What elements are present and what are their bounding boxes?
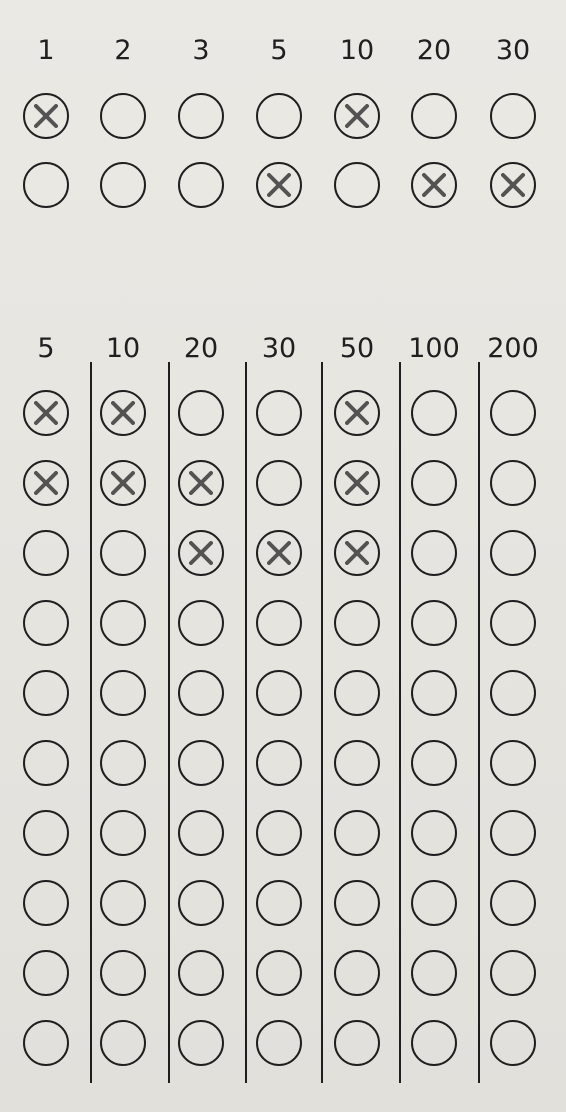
bottom-bubble-r1-20[interactable] [179,391,223,435]
bottom-bubble-r2-30[interactable] [257,461,301,505]
bottom-bubble-r1-200[interactable] [491,391,535,435]
x-mark-icon [347,403,367,423]
top-bubble-r2-1[interactable] [24,163,68,207]
bottom-bubble-r2-5[interactable] [24,461,68,505]
bottom-bubble-r4-100[interactable] [412,601,456,645]
bottom-bubble-r10-50[interactable] [335,1021,379,1065]
x-mark-icon [113,473,133,493]
bubble-circle [101,741,145,785]
x-mark-icon [191,473,211,493]
bottom-bubble-r3-200[interactable] [491,531,535,575]
x-mark-icon [347,106,367,126]
bubble-circle [335,951,379,995]
top-bubble-r1-5[interactable] [257,94,301,138]
bottom-bubble-r9-10[interactable] [101,951,145,995]
top-bubble-grid [24,94,535,207]
bottom-bubble-r6-100[interactable] [412,741,456,785]
bottom-bubble-r7-5[interactable] [24,811,68,855]
bubble-circle [335,163,379,207]
bottom-bubble-r6-5[interactable] [24,741,68,785]
bottom-bubble-r4-50[interactable] [335,601,379,645]
bottom-bubble-r2-20[interactable] [179,461,223,505]
bubble-circle [179,601,223,645]
bottom-bubble-r4-200[interactable] [491,601,535,645]
top-bubble-r2-3[interactable] [179,163,223,207]
top-bubble-r1-1[interactable] [24,94,68,138]
bottom-header-20: 20 [183,333,219,364]
bubble-circle [412,1021,456,1065]
bubble-circle [179,1021,223,1065]
bottom-bubble-r5-5[interactable] [24,671,68,715]
bottom-header-50: 50 [339,333,375,364]
bubble-circle [101,671,145,715]
bottom-bubble-r2-50[interactable] [335,461,379,505]
bubble-circle [412,601,456,645]
bottom-bubble-r5-20[interactable] [179,671,223,715]
bubble-circle [179,391,223,435]
bubble-circle [491,951,535,995]
bottom-bubble-r10-20[interactable] [179,1021,223,1065]
bubble-circle [179,811,223,855]
bottom-bubble-r10-10[interactable] [101,1021,145,1065]
bubble-circle [179,671,223,715]
bubble-circle [24,601,68,645]
x-mark-icon [269,175,289,195]
bubble-circle [335,741,379,785]
bottom-bubble-r9-5[interactable] [24,951,68,995]
bottom-bubble-r1-10[interactable] [101,391,145,435]
bubble-circle [101,881,145,925]
bubble-circle [257,741,301,785]
top-bubble-r2-10[interactable] [335,163,379,207]
bubble-circle [101,951,145,995]
bottom-bubble-r1-5[interactable] [24,391,68,435]
x-mark-icon [36,106,56,126]
bottom-header-10: 10 [105,333,141,364]
bubble-circle [101,531,145,575]
bottom-bubble-r6-50[interactable] [335,741,379,785]
bubble-circle [412,94,456,138]
bottom-header-200: 200 [487,333,539,364]
x-mark-icon [424,175,444,195]
bubble-circle [412,461,456,505]
bottom-bubble-r1-50[interactable] [335,391,379,435]
bottom-header-100: 100 [408,333,460,364]
bubble-circle [491,881,535,925]
bottom-bubble-r5-10[interactable] [101,671,145,715]
top-header-5: 5 [270,35,288,66]
bottom-bubble-r9-100[interactable] [412,951,456,995]
top-header-10: 10 [339,35,375,66]
bottom-bubble-r7-200[interactable] [491,811,535,855]
x-mark-icon [36,473,56,493]
top-bubble-r2-5[interactable] [257,163,301,207]
bottom-bubble-r3-100[interactable] [412,531,456,575]
top-bubble-r1-20[interactable] [412,94,456,138]
bottom-bubble-r10-100[interactable] [412,1021,456,1065]
x-mark-icon [347,473,367,493]
top-header-row [37,35,530,66]
bubble-circle [257,881,301,925]
bubble-circle [24,811,68,855]
bubble-circle [24,671,68,715]
bubble-circle [179,881,223,925]
bubble-circle [335,601,379,645]
bottom-bubble-r2-100[interactable] [412,461,456,505]
bubble-circle [24,951,68,995]
bubble-circle [101,94,145,138]
bottom-header-30: 30 [261,333,297,364]
bubble-circle [24,1021,68,1065]
top-header-3: 3 [192,35,210,66]
bottom-bubble-r8-30[interactable] [257,881,301,925]
bubble-circle [412,391,456,435]
bottom-bubble-r10-5[interactable] [24,1021,68,1065]
bubble-circle [257,461,301,505]
bottom-bubble-r6-20[interactable] [179,741,223,785]
bubble-circle [24,881,68,925]
top-bubble-r2-30[interactable] [491,163,535,207]
bottom-bubble-r3-10[interactable] [101,531,145,575]
bottom-header-row [37,333,538,364]
bubble-circle [257,671,301,715]
bottom-bubble-r5-50[interactable] [335,671,379,715]
bubble-circle [257,951,301,995]
bottom-bubble-r8-10[interactable] [101,881,145,925]
bottom-bubble-r6-200[interactable] [491,741,535,785]
top-bubble-r1-2[interactable] [101,94,145,138]
bubble-circle [257,601,301,645]
bottom-bubble-r7-100[interactable] [412,811,456,855]
bubble-circle [412,531,456,575]
bubble-circle [335,811,379,855]
bubble-circle [24,163,68,207]
column-dividers [91,362,479,1083]
bubble-circle [179,94,223,138]
bottom-bubble-r7-30[interactable] [257,811,301,855]
bubble-circle [491,461,535,505]
top-header-20: 20 [416,35,452,66]
bottom-bubble-r8-5[interactable] [24,881,68,925]
bubble-circle [179,741,223,785]
top-bubble-r2-20[interactable] [412,163,456,207]
x-mark-icon [503,175,523,195]
bubble-circle [257,811,301,855]
bottom-bubble-grid [24,391,535,1065]
bottom-bubble-r8-200[interactable] [491,881,535,925]
bubble-circle [335,881,379,925]
bottom-bubble-r9-30[interactable] [257,951,301,995]
bubble-circle [179,163,223,207]
bottom-bubble-r9-200[interactable] [491,951,535,995]
bubble-circle [491,1021,535,1065]
bubble-circle [412,881,456,925]
x-mark-icon [269,543,289,563]
bottom-bubble-r8-100[interactable] [412,881,456,925]
bottom-header-5: 5 [37,333,55,364]
bottom-bubble-r3-20[interactable] [179,531,223,575]
bubble-circle [491,391,535,435]
bubble-circle [101,811,145,855]
bubble-circle [412,741,456,785]
bottom-bubble-r2-200[interactable] [491,461,535,505]
top-bubble-r2-2[interactable] [101,163,145,207]
bottom-bubble-r9-50[interactable] [335,951,379,995]
bubble-circle [257,94,301,138]
bubble-circle [101,163,145,207]
bottom-bubble-r1-100[interactable] [412,391,456,435]
bubble-circle [491,741,535,785]
bottom-bubble-r6-30[interactable] [257,741,301,785]
bottom-bubble-r4-10[interactable] [101,601,145,645]
top-bubble-r1-3[interactable] [179,94,223,138]
bottom-bubble-r7-10[interactable] [101,811,145,855]
bubble-circle [491,811,535,855]
bottom-bubble-r5-30[interactable] [257,671,301,715]
bottom-bubble-r3-30[interactable] [257,531,301,575]
bottom-bubble-r9-20[interactable] [179,951,223,995]
bottom-bubble-r8-20[interactable] [179,881,223,925]
bottom-bubble-r2-10[interactable] [101,461,145,505]
bubble-circle [257,391,301,435]
top-bubble-r1-30[interactable] [491,94,535,138]
bottom-bubble-r3-5[interactable] [24,531,68,575]
bubble-circle [491,671,535,715]
bottom-bubble-r4-30[interactable] [257,601,301,645]
bottom-bubble-r8-50[interactable] [335,881,379,925]
x-mark-icon [347,543,367,563]
x-mark-icon [36,403,56,423]
bottom-bubble-r10-200[interactable] [491,1021,535,1065]
bubble-circle [491,531,535,575]
bottom-bubble-r7-50[interactable] [335,811,379,855]
bubble-circle [257,1021,301,1065]
top-header-30: 30 [495,35,531,66]
top-header-2: 2 [114,35,132,66]
bubble-circle [101,601,145,645]
bottom-bubble-r10-30[interactable] [257,1021,301,1065]
bottom-bubble-r5-100[interactable] [412,671,456,715]
bubble-circle [412,671,456,715]
top-header-1: 1 [37,35,55,66]
bottom-bubble-r4-20[interactable] [179,601,223,645]
x-mark-icon [113,403,133,423]
bubble-circle [412,811,456,855]
bottom-bubble-r6-10[interactable] [101,741,145,785]
bottom-bubble-r1-30[interactable] [257,391,301,435]
bubble-circle [101,1021,145,1065]
bubble-circle [491,601,535,645]
bottom-bubble-r7-20[interactable] [179,811,223,855]
bottom-bubble-r4-5[interactable] [24,601,68,645]
bubble-circle [24,531,68,575]
bubble-circle [335,671,379,715]
bottom-bubble-r3-50[interactable] [335,531,379,575]
top-bubble-r1-10[interactable] [335,94,379,138]
bubble-circle [412,951,456,995]
bubble-circle [179,951,223,995]
bubble-circle [491,94,535,138]
x-mark-icon [191,543,211,563]
bubble-circle [335,1021,379,1065]
bubble-circle [24,741,68,785]
bottom-bubble-r5-200[interactable] [491,671,535,715]
